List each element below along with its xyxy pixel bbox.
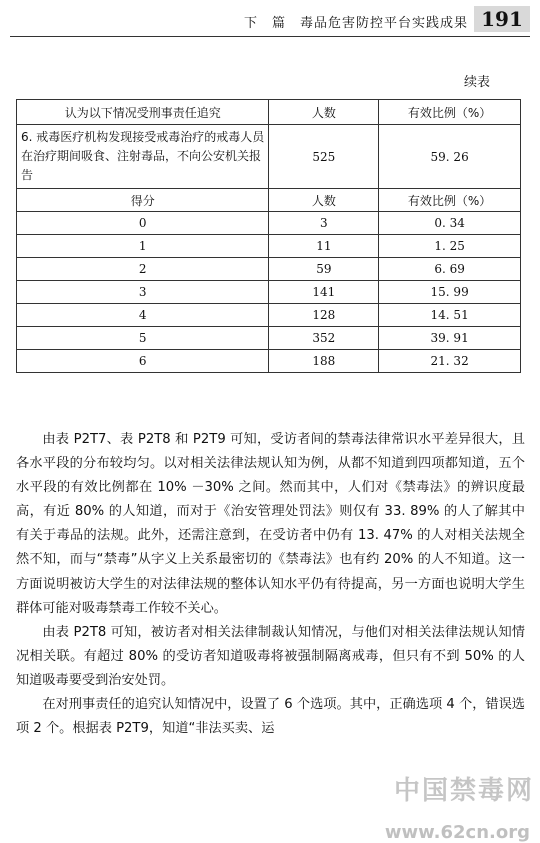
header-cell-ratio: 有效比例（%）: [379, 100, 521, 125]
body-text: [16, 428, 525, 741]
table-row: [17, 327, 521, 350]
page-header: [0, 0, 540, 38]
count-cell: 352: [269, 327, 379, 350]
watermark-logo: 中国禁毒网: [393, 776, 534, 806]
header-cell-situation: 认为以下情况受刑事责任追究: [17, 100, 269, 125]
ratio-cell: 39. 91: [379, 327, 521, 350]
watermark-url: www.62cn.org: [384, 822, 530, 843]
ratio-cell: 21. 32: [379, 350, 521, 373]
score-cell: 6: [17, 350, 269, 373]
count-cell: 141: [269, 281, 379, 304]
table-row: [17, 281, 521, 304]
ratio-cell: 0. 34: [379, 212, 521, 235]
ratio-cell: 1. 25: [379, 235, 521, 258]
table-row: [17, 235, 521, 258]
ratio-header-cell: 有效比例（%）: [379, 189, 521, 212]
page-number: 191: [474, 6, 530, 32]
count-cell: 3: [269, 212, 379, 235]
count-cell: 525: [269, 125, 379, 189]
data-table: [16, 99, 521, 373]
ratio-cell: 59. 26: [379, 125, 521, 189]
count-header-cell: 人数: [269, 189, 379, 212]
count-cell: 188: [269, 350, 379, 373]
running-head: 下 篇 毒品危害防控平台实践成果: [243, 16, 468, 31]
continued-label: 续表: [463, 75, 490, 90]
score-cell: 2: [17, 258, 269, 281]
table-row: [17, 258, 521, 281]
paragraph: 由表 P2T7、表 P2T8 和 P2T9 可知，受访者间的禁毒法律常识水平差异很大，且各水平段的分布较均匀。以对相关法律法规认知为例，从都不知道到四项都知道，五个水平段的有效比例都在 10% －30% 之间。然而其中，人们对《禁毒法》的辨识度最高，有近 80% 的人知道，而对于《治安管理处罚法》则仅有 33. 89% 的人了解其中有关于毒品的法规。此外，还需注意到，在受访者中仍有 13. 47% 的人对相关法规全然不知，而与“禁毒”从字义上关系最密切的《禁毒法》也有约 20% 的人不知道。这一方面说明被访大学生的对法律法规的整体认知水平仍有待提高，另一方面也说明大学生群体可能对吸毒禁毒工作较不关心。: [16, 432, 525, 616]
table-row: [17, 350, 521, 373]
ratio-cell: 6. 69: [379, 258, 521, 281]
score-cell: 1: [17, 235, 269, 258]
ratio-cell: 14. 51: [379, 304, 521, 327]
question-cell: 6. 戒毒医疗机构发现接受戒毒治疗的戒毒人员在治疗期间吸食、注射毒品，不向公安机关报告: [17, 125, 269, 189]
paragraph: 由表 P2T8 可知，被访者对相关法律制裁认知情况，与他们对相关法律法规认知情况相关联。有超过 80% 的受访者知道吸毒将被强制隔离戒毒，但只有不到 50% 的人知道吸毒要受到治安处罚。: [16, 624, 525, 688]
table-row: [17, 304, 521, 327]
table-row: [17, 212, 521, 235]
ratio-cell: 15. 99: [379, 281, 521, 304]
score-cell: 0: [17, 212, 269, 235]
score-cell: 5: [17, 327, 269, 350]
count-cell: 59: [269, 258, 379, 281]
table-row: [17, 125, 521, 189]
count-cell: 128: [269, 304, 379, 327]
table-header-row: [17, 100, 521, 125]
header-cell-count: 人数: [269, 100, 379, 125]
score-header-row: [17, 189, 521, 212]
header-rule: [10, 36, 530, 37]
score-header-cell: 得分: [17, 189, 269, 212]
score-cell: 4: [17, 304, 269, 327]
score-cell: 3: [17, 281, 269, 304]
paragraph: 在对刑事责任的追究认知情况中，设置了 6 个选项。其中，正确选项 4 个，错误选项 2 个。根据表 P2T9，知道“非法买卖、运: [16, 697, 525, 737]
count-cell: 11: [269, 235, 379, 258]
